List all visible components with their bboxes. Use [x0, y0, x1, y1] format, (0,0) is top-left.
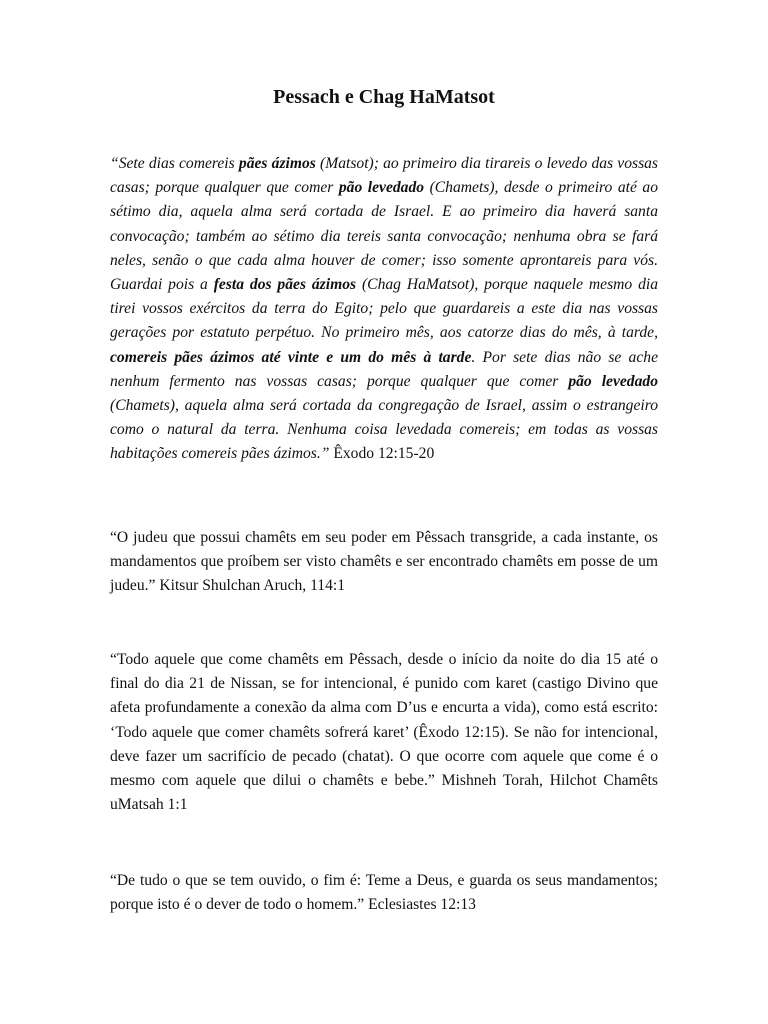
emphasis-pao-levedado: pão levedado — [568, 372, 658, 390]
eclesiastes-quote-paragraph: “De tudo o que se tem ouvido, o fim é: Teme a Deus, e guarda os seus mandamentos; porque isto é o dever de todo o homem.” Eclesiastes 12:13 — [110, 872, 658, 914]
quote-text: (Chamets), desde o primeiro até ao sétimo dia, aquela alma será cortada de Israel. E ao primeiro dia haverá santa convocação; também ao sétimo dia tereis santa convocação; nenhuma obra se fará neles, senão o que cada alma houver de comer; isso somente aprontareis para vós. Guardai pois a — [110, 179, 659, 294]
quote-reference: Êxodo 12:15-20 — [329, 445, 435, 463]
exodus-quote-paragraph — [110, 152, 658, 467]
emphasis-paes-azimos: pães ázimos — [238, 155, 316, 172]
quote-text: (Matsot); ao primeiro dia tirareis o levedo das vossas casas; porque qualquer que comer — [110, 155, 659, 197]
page-title: Pessach e Chag HaMatsot — [273, 86, 495, 108]
quote-text: Sete dias comereis — [118, 155, 239, 172]
emphasis-festa-dos-paes-azimos: festa dos pães ázimos — [213, 276, 357, 294]
quote-open-mark: “ — [110, 155, 119, 172]
emphasis-pao-levedado: pão levedado — [338, 179, 425, 197]
kitsur-quote-paragraph: “O judeu que possui chamêts em seu poder em Pêssach transgride, a cada instante, os mandamentos que proíbem ser visto chamêts e ser encontrado chamêts em posse de um judeu.” Kitsur Shulchan Aruch, 114:1 — [110, 529, 658, 595]
emphasis-comereis-paes-azimos: comereis pães ázimos até vinte e um do mês à tarde — [110, 348, 472, 366]
quote-text: (Chag HaMatsot), porque naquele mesmo dia tirei vossos exércitos da terra do Egito; pelo que guardareis a este dia nas vossas gerações por estatuto perpétuo. No primeiro mês, aos catorze dias do mês, à tarde, — [110, 276, 658, 342]
quote-text: . Por sete dias não se ache nenhum fermento nas vossas casas; porque qualquer que comer — [110, 348, 658, 390]
quote-text: (Chamets), aquela alma será cortada da congregação de Israel, assim o estrangeiro como o natural da terra. Nenhuma coisa levedada comereis; em todas as vossas habitações comereis pães ázimos.” — [110, 397, 658, 463]
mishneh-torah-quote-paragraph: “Todo aquele que come chamêts em Pêssach, desde o início da noite do dia 15 até o final do dia 21 de Nissan, se for intencional, é punido com karet (castigo Divino que afeta profundamente a conexão da alma com D’us e encurta a vida), como está escrito: ‘Todo aquele que comer chamêts sofrerá karet’ (Êxodo 12:15). Se não for intencional, deve fazer um sacrifício de pecado (chatat). O que ocorre com aquele que come é o mesmo com aquele que dilui o chamêts e bebe.” Mishneh Torah, Hilchot Chamêts uMatsah 1:1 — [110, 651, 658, 814]
